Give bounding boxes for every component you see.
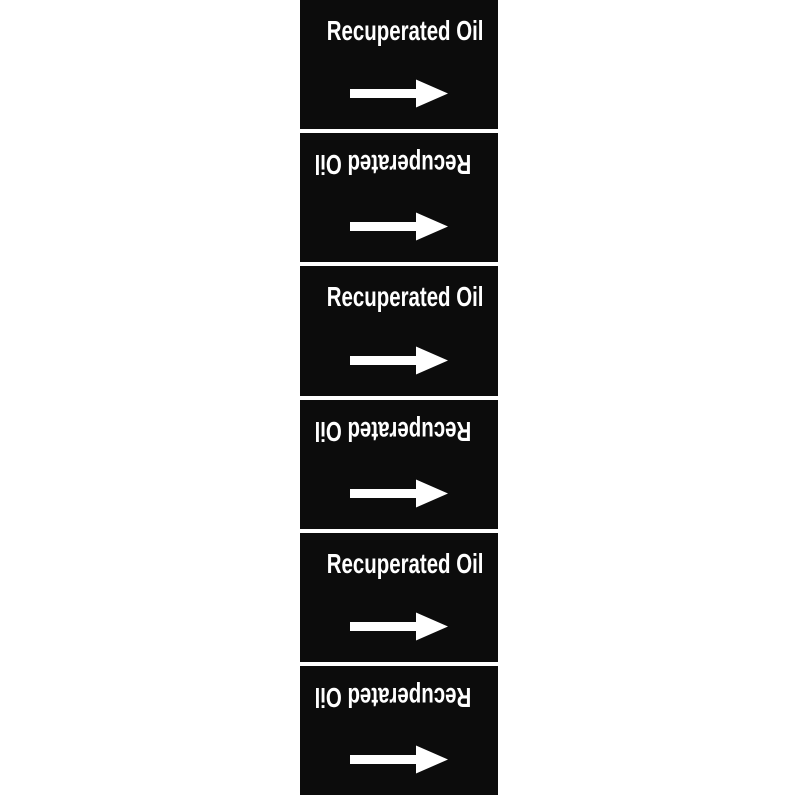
right-arrow-icon [350, 79, 448, 108]
pipe-marker-label-4 [300, 400, 498, 529]
pipe-marker-label-3 [300, 266, 498, 395]
pipe-marker-text: Recuperated Oil [326, 15, 484, 46]
right-arrow-icon [350, 346, 448, 375]
right-arrow-icon [350, 212, 448, 241]
pipe-marker-label-5 [300, 533, 498, 662]
right-arrow-icon [350, 479, 448, 508]
pipe-marker-text: Recuperated Oil [326, 547, 484, 579]
right-arrow-icon [350, 612, 448, 641]
pipe-marker-text: Recuperated Oil [326, 281, 484, 313]
pipe-marker-label-1 [300, 0, 498, 129]
pipe-marker-text: Recuperated Oil [314, 415, 472, 447]
pipe-marker-label-6 [300, 666, 498, 795]
pipe-marker-text: Recuperated Oil [314, 149, 472, 181]
pipe-marker-text: Recuperated Oil [314, 681, 472, 713]
pipe-marker-label-2 [300, 133, 498, 262]
right-arrow-icon [350, 745, 448, 774]
pipe-marker-strip [300, 0, 498, 795]
